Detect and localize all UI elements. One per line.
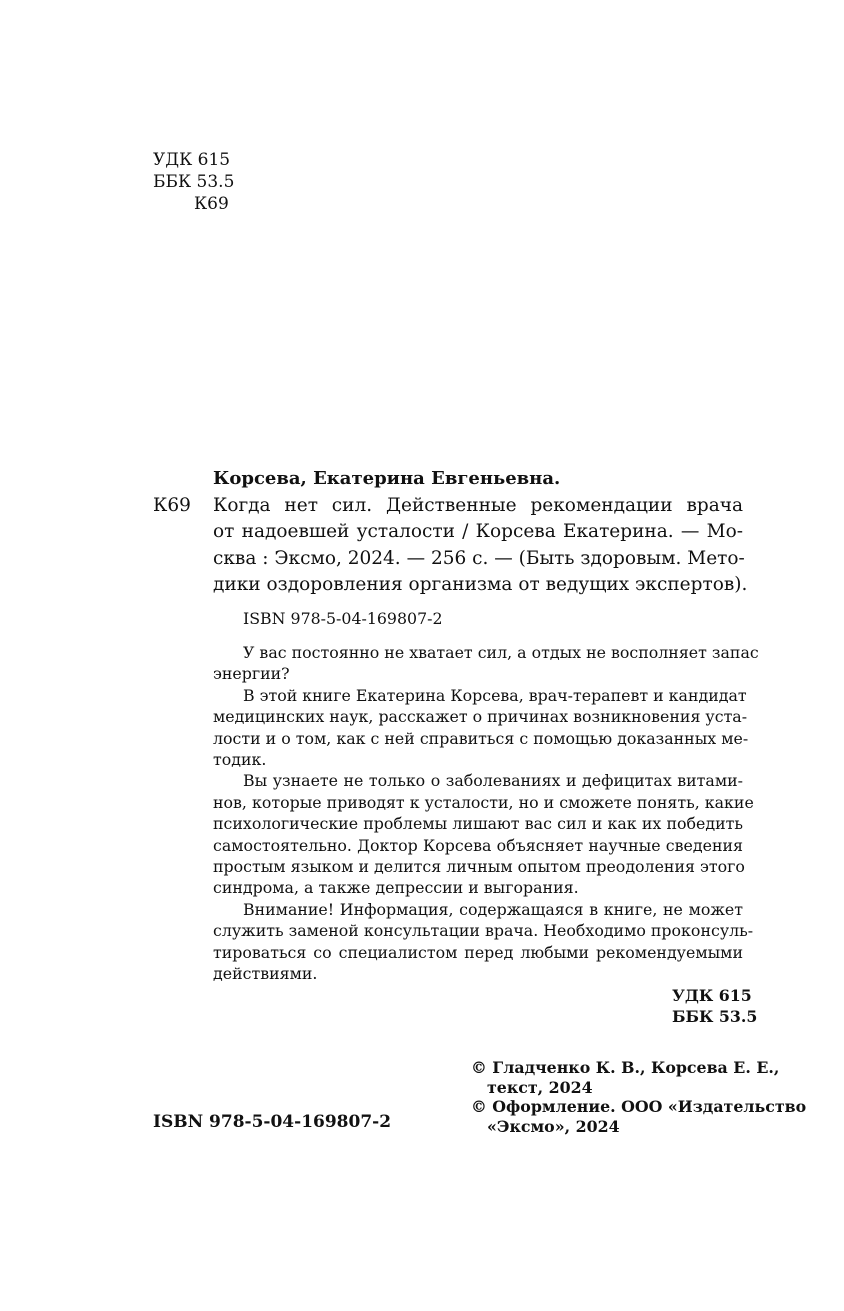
annotation-line: лости и о том, как с ней справиться с помощью доказанных ме- — [213, 728, 749, 748]
annotation — [213, 642, 759, 985]
annotation-line: тироваться со специалистом перед любыми рекомендуемыми — [213, 942, 743, 962]
bib-line: сква : Эксмо, 2024. — 256 с. — (Быть здоровым. Мето- — [213, 547, 745, 569]
annotation-line: действиями. — [213, 964, 318, 984]
author-mark: К69 — [153, 495, 191, 516]
copyright-line: «Эксмо», 2024 — [487, 1117, 620, 1136]
bib-line: Когда нет сил. Действенные рекомендации врача — [213, 495, 743, 516]
author-mark-top: К69 — [194, 194, 229, 214]
annotation-line: Внимание! Информация, содержащаяся в книге, не может — [243, 899, 743, 919]
bibliographic-description — [213, 493, 748, 599]
bbk-code-bottom: ББК 53.5 — [672, 1007, 758, 1026]
copyright-line: © Гладченко К. В., Корсева Е. Е., — [471, 1058, 780, 1077]
isbn-bottom: ISBN 978-5-04-169807-2 — [153, 1112, 392, 1132]
bbk-code-top: ББК 53.5 — [153, 172, 235, 192]
annotation-line: психологические проблемы лишают вас сил и как их победить — [213, 814, 743, 834]
copyright-line: текст, 2024 — [487, 1078, 593, 1097]
bib-line: от надоевшей усталости / Корсева Екатерина. — Мо- — [213, 521, 743, 543]
annotation-line: синдрома, а также депрессии и выгорания. — [213, 878, 579, 898]
isbn-entry: ISBN 978-5-04-169807-2 — [243, 609, 443, 628]
annotation-line: энергии? — [213, 664, 290, 684]
annotation-line: У вас постоянно не хватает сил, а отдых не восполняет запас — [243, 643, 759, 662]
copyright-line: © Оформление. ООО «Издательство — [471, 1097, 807, 1116]
annotation-line: нов, которые приводят к усталости, но и сможете понять, какие — [213, 792, 754, 812]
bib-line: дики оздоровления организма от ведущих экспертов). — [213, 574, 748, 596]
annotation-line: самостоятельно. Доктор Корсева объясняет научные сведения — [213, 835, 743, 855]
annotation-line: служить заменой консультации врача. Необходимо проконсуль- — [213, 921, 754, 941]
udk-code-bottom: УДК 615 — [672, 986, 752, 1005]
annotation-line: тодик. — [213, 750, 267, 770]
annotation-line: медицинских наук, расскажет о причинах возникновения уста- — [213, 707, 748, 727]
annotation-line: В этой книге Екатерина Корсева, врач-терапевт и кандидат — [243, 685, 747, 705]
annotation-line: простым языком и делится личным опытом преодоления этого — [213, 857, 745, 877]
annotation-line: Вы узнаете не только о заболеваниях и дефицитах витами- — [243, 771, 743, 791]
udk-code-top: УДК 615 — [153, 150, 231, 170]
author-heading: Корсева, Екатерина Евгеньевна. — [213, 468, 561, 489]
